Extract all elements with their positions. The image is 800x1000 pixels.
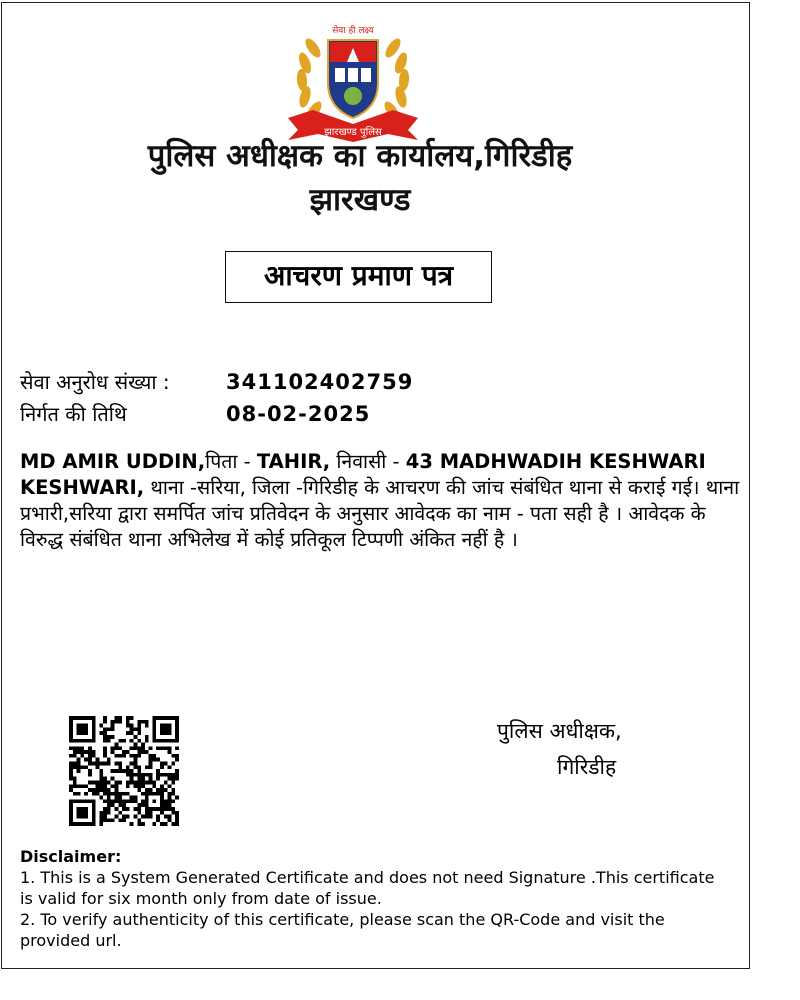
state-title: झारखण्ड: [309, 182, 411, 218]
father-name: TAHIR,: [256, 450, 331, 473]
police-emblem-icon: [283, 18, 423, 143]
certificate-title: आचरण प्रमाण पत्र: [225, 251, 492, 303]
disclaimer: [20, 846, 720, 951]
certificate-body: [20, 449, 745, 553]
emblem-motto: सेवा ही लक्ष्य: [332, 26, 374, 36]
disclaimer-heading: Disclaimer:: [20, 847, 122, 866]
disclaimer-line-1: 1. This is a System Generated Certificate and does not need Signature .This certificate is valid for six month only from date of issue.: [20, 868, 715, 908]
applicant-name: MD AMIR UDDIN,: [20, 450, 206, 473]
request-number-label: सेवा अनुरोध संख्या :: [20, 370, 170, 394]
issue-date-value: 08-02-2025: [226, 402, 371, 426]
signatory-designation: पुलिस अधीक्षक,: [497, 719, 622, 743]
qr-code[interactable]: [69, 716, 179, 826]
signatory-place: गिरिडीह: [557, 755, 617, 779]
office-title: पुलिस अधीक्षक का कार्यालय,गिरिडीह: [147, 138, 573, 174]
residence-label: निवासी -: [330, 450, 406, 473]
certificate-statement: थाना -सरिया, जिला -गिरिडीह के आचरण की जांच संबंधित थाना से कराई गई। थाना प्रभारी,सरिया द्वारा समर्पित जांच प्रतिवेदन के अनुसार आवेदक का नाम - पता सही है । आवेदक के विरुद्ध संबंधित थाना अभिलेख में कोई प्रतिकूल टिप्पणी अंकित नहीं है ।: [20, 476, 740, 551]
emblem-ribbon-text: झारखण्ड पुलिस: [324, 127, 382, 138]
applicant-address: 43 MADHWADIH KESHWARI KESHWARI,: [20, 450, 706, 499]
issue-date-label: निर्गत की तिथि: [20, 402, 127, 426]
disclaimer-line-2: 2. To verify authenticity of this certificate, please scan the QR-Code and visit the provided url.: [20, 910, 665, 950]
request-number-value: 341102402759: [226, 370, 414, 394]
father-label: पिता -: [205, 450, 257, 473]
